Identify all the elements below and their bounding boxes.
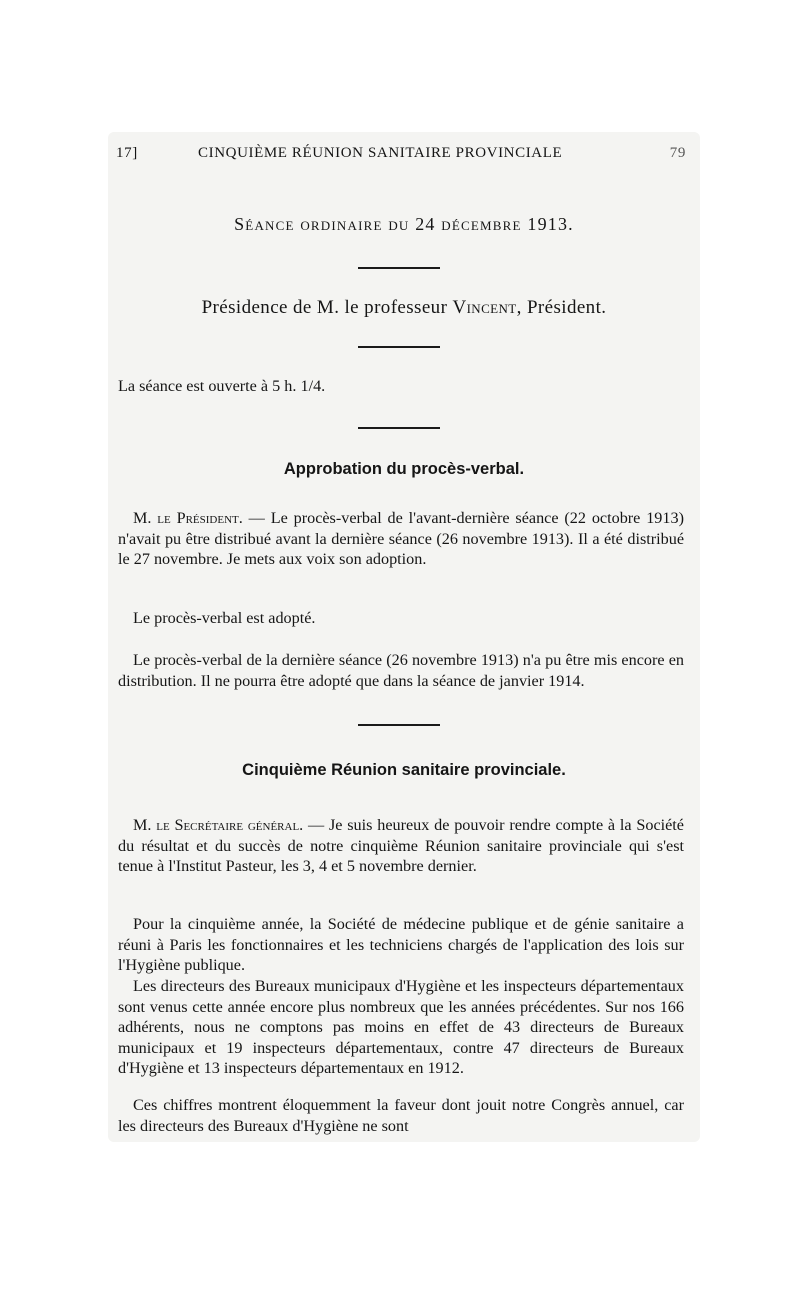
speaker-president: M. le Président. (133, 509, 243, 527)
fifth-year-paragraph: Pour la cinquième année, la Société de médecine publique et de génie sanitaire a réuni à Paris les fonctionnaires et les techniciens chargés de l'application des lois sur l'Hygiène publique. (118, 915, 684, 974)
divider-rule (358, 724, 440, 726)
presidence-suffix: , Président. (516, 297, 607, 318)
page-number-left: 17] (116, 145, 138, 161)
page-number-right: 79 (669, 145, 686, 161)
speaker-secretary: M. le Secrétaire général. (133, 816, 304, 834)
adopted-paragraph: Le procès-verbal est adopté. (133, 609, 316, 627)
presidence-prefix: Présidence de M. le professeur (201, 297, 453, 318)
opening-paragraph: La séance est ouverte à 5 h. 1/4. (118, 377, 326, 395)
section-heading-approbation: Approbation du procès-verbal. (283, 460, 525, 478)
session-title: Séance ordinaire du 24 décembre 1913. (234, 214, 574, 234)
running-title: CINQUIÈME RÉUNION SANITAIRE PROVINCIALE (198, 145, 563, 161)
secretary-paragraph (118, 815, 684, 877)
section-heading-reunion: Cinquième Réunion sanitaire provinciale. (242, 761, 566, 779)
running-header (116, 145, 686, 165)
president-statement: — Le procès-verbal de l'avant-dernière séance (22 octobre 1913) n'avait pu être distribué avant la dernière séance (26 novembre 1913). Il a été distribué le 27 novembre. Je mets aux voix son adoption. (118, 509, 684, 568)
divider-rule (358, 427, 440, 429)
president-paragraph (118, 508, 684, 570)
last-session-paragraph: Le procès-verbal de la dernière séance (26 novembre 1913) n'a pu être mis encore en distribution. Il ne pourra être adopté que dans la séance de janvier 1914. (118, 651, 684, 690)
directors-paragraph: Les directeurs des Bureaux municipaux d'Hygiène et les inspecteurs départementaux sont venus cette année encore plus nombreux que les années précédentes. Sur nos 166 adhérents, nous ne comptons pas moins en effet de 43 directeurs de Bureaux municipaux et 19 inspecteurs départementaux, contre 47 directeurs de Bureaux d'Hygiène et 13 inspecteurs départementaux en 1912. (118, 977, 684, 1077)
president-name: Vincent (452, 297, 517, 318)
divider-rule (358, 346, 440, 348)
presidence-line (108, 297, 700, 319)
divider-rule (358, 267, 440, 269)
secretary-statement: — Je suis heureux de pouvoir rendre compte à la Société du résultat et du succès de notre cinquième Réunion sanitaire provinciale qui s'est tenue à l'Institut Pasteur, les 3, 4 et 5 novembre dernier. (118, 816, 684, 875)
figures-paragraph: Ces chiffres montrent éloquemment la faveur dont jouit notre Congrès annuel, car les directeurs des Bureaux d'Hygiène ne sont (118, 1096, 684, 1135)
